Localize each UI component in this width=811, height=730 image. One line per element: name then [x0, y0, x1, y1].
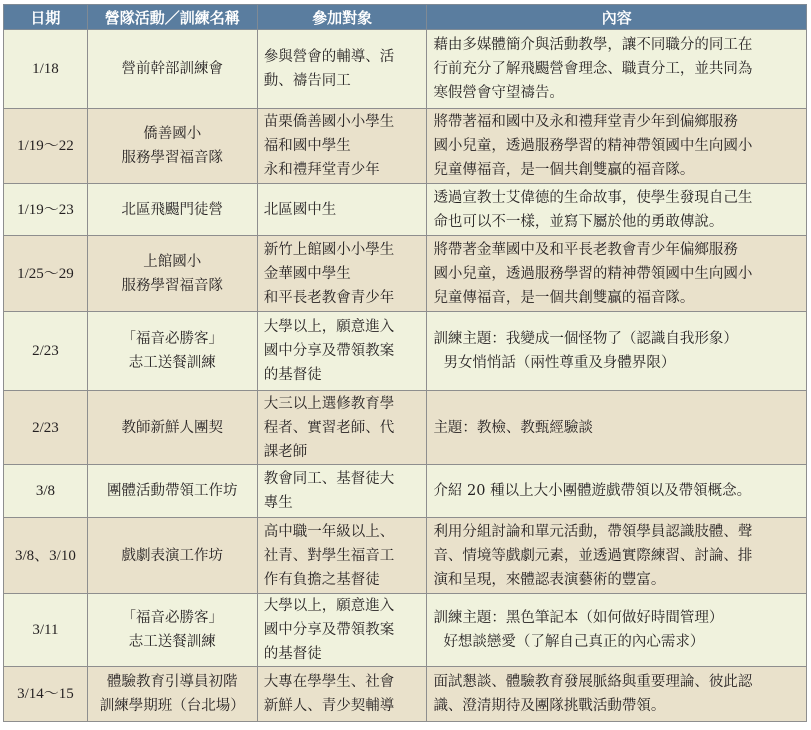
activity-name-cell: [87, 667, 257, 722]
participants-cell: [257, 391, 427, 465]
content-line: 寒假營會守望禱告。: [433, 85, 564, 101]
activity-name-line: 「福音必勝客」: [121, 331, 224, 347]
content-line: 訓練主題：我變成一個怪物了（認識自我形象）: [433, 331, 738, 347]
content-cell: [427, 30, 807, 109]
activity-name-line: 「福音必勝客」: [121, 610, 224, 626]
participants-cell: [257, 312, 427, 391]
participants-cell: [257, 465, 427, 518]
activity-name-cell: [87, 312, 257, 391]
activity-name-line: 戲劇表演工作坊: [121, 547, 224, 564]
activity-name-cell: [87, 30, 257, 109]
date-text: 3/11: [32, 622, 59, 638]
date-text: 3/8: [35, 483, 56, 499]
table-row: [4, 109, 807, 184]
content-cell: [427, 236, 807, 312]
content-line: 訓練主題：黑色筆記本（如何做好時間管理）: [433, 610, 724, 626]
participants-line: 大專在學學生、社會: [263, 674, 395, 690]
participants-line: 教會同工、基督徒大: [263, 471, 395, 487]
content-cell: [427, 667, 807, 722]
participants-line: 國中分享及帶領教案: [263, 343, 395, 359]
content-line: 介紹 20 種以上大小團體遊戲帶領以及帶領概念。: [433, 483, 752, 499]
content-line: 男女悄悄話（兩性尊重及身體界限）: [443, 355, 676, 371]
content-line: 兒童傳福音，是一個共創雙贏的福音隊。: [433, 162, 695, 178]
table-row: [4, 465, 807, 518]
activity-name-line: 團體活動帶領工作坊: [107, 483, 238, 499]
participants-line: 參與營會的輔導、活: [263, 49, 395, 65]
date-text: 1/25～29: [17, 265, 74, 282]
content-line: 國小兒童，透過服務學習的精神帶領國中生向國小: [433, 265, 753, 282]
table-row: [4, 236, 807, 312]
participants-line: 作有負擔之基督徒: [263, 571, 380, 588]
date-text: 1/18: [32, 61, 59, 77]
activity-name-line: 教師新鮮人團契: [121, 419, 224, 436]
date-cell: [4, 312, 88, 391]
content-line: 命也可以不一樣，並寫下屬於他的勇敢傳說。: [433, 213, 724, 230]
table-row: [4, 312, 807, 391]
date-text: 1/19～22: [17, 138, 74, 154]
content-cell: [427, 184, 807, 236]
activity-name-cell: [87, 391, 257, 465]
date-text: 1/19～23: [17, 201, 74, 218]
content-line: 識、澄清期待及團隊挑戰活動帶領。: [433, 698, 666, 714]
participants-cell: [257, 518, 427, 594]
participants-line: 北區國中生: [263, 201, 337, 218]
activity-name-line: 志工送餐訓練: [128, 634, 216, 650]
header-content: 內容: [427, 5, 807, 30]
activity-name-cell: [87, 184, 257, 236]
activity-name-line: 體驗教育引導員初階: [107, 674, 238, 690]
date-text: 3/8、3/10: [15, 547, 76, 564]
activity-name-line: 志工送餐訓練: [128, 355, 216, 371]
date-cell: [4, 518, 88, 594]
content-line: 將帶著福和國中及永和禮拜堂青少年到偏鄉服務: [433, 114, 738, 130]
header-row: [4, 5, 807, 30]
date-text: 2/23: [32, 343, 59, 359]
header-activity-name: 營隊活動／訓練名稱: [87, 5, 257, 30]
participants-cell: [257, 30, 427, 109]
content-line: 透過宣教士艾偉德的生命故事，使學生發現自己生: [433, 189, 753, 206]
participants-line: 大三以上選修教育學: [263, 395, 395, 412]
participants-line: 的基督徒: [263, 367, 322, 383]
date-cell: [4, 465, 88, 518]
table-row: [4, 391, 807, 465]
activity-name-line: 北區飛颺門徒營: [121, 201, 224, 218]
participants-line: 程者、實習老師、代: [263, 419, 395, 436]
activity-name-cell: [87, 236, 257, 312]
participants-line: 社青、對學生福音工: [263, 547, 395, 564]
activity-name-cell: [87, 109, 257, 184]
participants-line: 動、禱告同工: [263, 73, 351, 89]
content-line: 演和呈現，來體認表演藝術的豐富。: [433, 571, 666, 588]
participants-cell: [257, 184, 427, 236]
content-cell: [427, 465, 807, 518]
participants-line: 專生: [263, 495, 293, 511]
participants-cell: [257, 236, 427, 312]
date-cell: [4, 391, 88, 465]
table-body: [4, 30, 807, 722]
table-row: [4, 518, 807, 594]
content-line: 藉由多媒體簡介與活動教學，讓不同職分的同工在: [433, 37, 753, 53]
activity-name-line: 僑善國小: [143, 126, 202, 142]
activity-name-line: 服務學習福音隊: [121, 150, 224, 166]
activity-name-cell: [87, 465, 257, 518]
activity-name-cell: [87, 594, 257, 667]
date-text: 3/14～15: [17, 686, 74, 702]
participants-line: 課老師: [263, 443, 308, 460]
participants-line: 大學以上，願意進入: [263, 598, 395, 614]
content-line: 主題：教檢、教甄經驗談: [433, 419, 593, 436]
content-line: 音、情境等戲劇元素，並透過實際練習、討論、排: [433, 547, 753, 564]
header-date: 日期: [4, 5, 88, 30]
participants-line: 新竹上館國小小學生: [263, 241, 395, 258]
date-text: 2/23: [32, 419, 59, 436]
participants-cell: [257, 594, 427, 667]
activity-name-line: 訓練學期班（台北場）: [99, 698, 245, 714]
participants-line: 新鮮人、青少契輔導: [263, 698, 395, 714]
participants-line: 福和國中學生: [263, 138, 351, 154]
participants-cell: [257, 109, 427, 184]
table-row: [4, 30, 807, 109]
content-line: 利用分組討論和單元活動，帶領學員認識肢體、聲: [433, 523, 753, 540]
content-line: 好想談戀愛（了解自己真正的內心需求）: [443, 634, 705, 650]
activity-name-cell: [87, 518, 257, 594]
activity-name-line: 營前幹部訓練會: [121, 61, 224, 77]
date-cell: [4, 236, 88, 312]
date-cell: [4, 30, 88, 109]
activity-name-line: 上館國小: [143, 253, 202, 270]
content-cell: [427, 312, 807, 391]
participants-line: 和平長老教會青少年: [263, 289, 395, 306]
participants-cell: [257, 667, 427, 722]
participants-line: 國中分享及帶領教案: [263, 622, 395, 638]
participants-line: 高中職一年級以上、: [263, 523, 395, 540]
content-line: 兒童傳福音，是一個共創雙贏的福音隊。: [433, 289, 695, 306]
participants-line: 苗栗僑善國小小學生: [263, 114, 395, 130]
date-cell: [4, 109, 88, 184]
content-cell: [427, 391, 807, 465]
content-cell: [427, 109, 807, 184]
participants-line: 大學以上，願意進入: [263, 319, 395, 335]
content-line: 國小兒童，透過服務學習的精神帶領國中生向國小: [433, 138, 753, 154]
activity-name-line: 服務學習福音隊: [121, 277, 224, 294]
date-cell: [4, 594, 88, 667]
schedule-table: [3, 4, 807, 722]
table-row: [4, 594, 807, 667]
date-cell: [4, 184, 88, 236]
participants-line: 金華國中學生: [263, 265, 351, 282]
date-cell: [4, 667, 88, 722]
header-participants: 參加對象: [257, 5, 427, 30]
participants-line: 的基督徒: [263, 646, 322, 662]
content-line: 將帶著金華國中及和平長老教會青少年偏鄉服務: [433, 241, 738, 258]
content-line: 面試懇談、體驗教育發展脈絡與重要理論、彼此認: [433, 674, 753, 690]
content-cell: [427, 518, 807, 594]
participants-line: 永和禮拜堂青少年: [263, 162, 380, 178]
content-line: 行前充分了解飛颺營會理念、職責分工，並共同為: [433, 61, 753, 77]
content-cell: [427, 594, 807, 667]
table-row: [4, 667, 807, 722]
table-row: [4, 184, 807, 236]
